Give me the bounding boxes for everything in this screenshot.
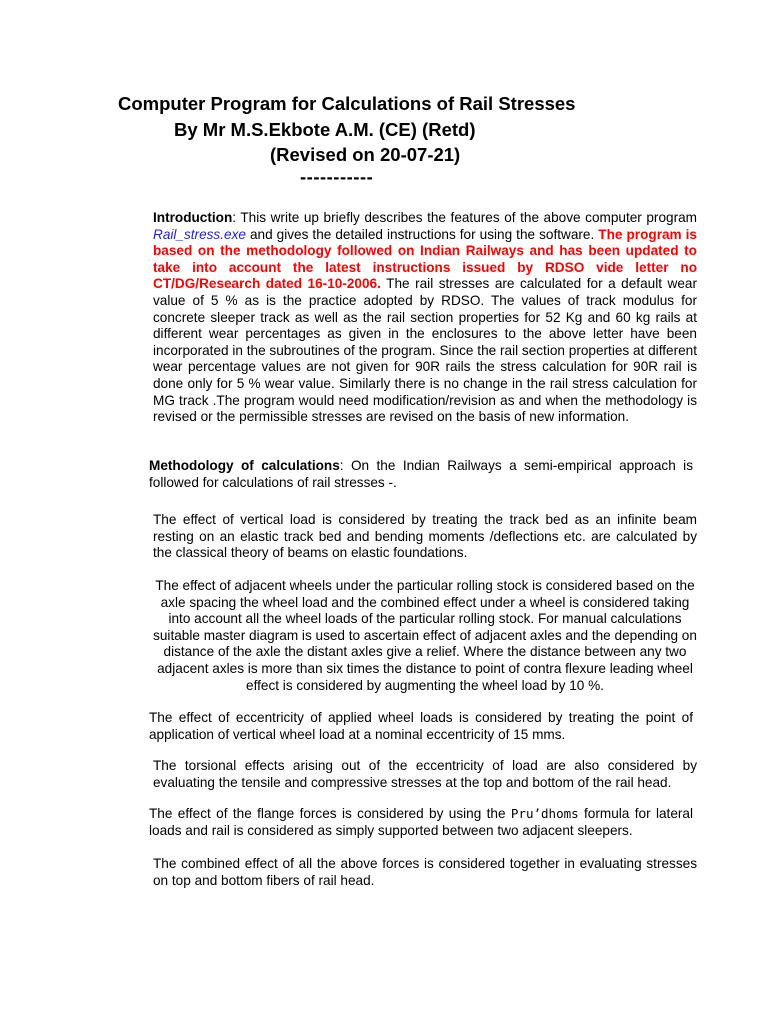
flange-forces-paragraph — [113, 806, 693, 839]
document-title: Computer Program for Calculations of Rail Stresses — [118, 93, 576, 114]
rail-stress-exe-link[interactable]: Rail_stress.exe — [153, 226, 246, 242]
flange-text-2: formula for lateral loads and rail is considered as simply supported between two adjacent sleepers. — [149, 806, 693, 838]
author-line: By Mr M.S.Ekbote A.M. (CE) (Retd) — [174, 119, 476, 140]
revision-date: (Revised on 20-07-21) — [270, 144, 461, 165]
introduction-paragraph — [113, 210, 697, 426]
methodology-text: : On the Indian Railways a semi-empirical approach is followed for calculations of rail stresses -. — [149, 458, 693, 490]
prudhoms-name: Pru’dhoms — [510, 806, 579, 821]
adjacent-wheels-paragraph: The effect of adjacent wheels under the particular rolling stock is considered based on the axle spacing the wheel load and the combined effect under a wheel is considered taking into account all the wheel loads of the particular rolling stock. For manual calculations suitable master diagram is used to ascertain effect of adjacent axles and the depending on distance of the axle the distant axles give a relief. Where the distance between any two adjacent axles is more than six times the distance to point of contra flexure leading wheel effect is considered by augmenting the wheel load by 10 %. — [153, 578, 697, 693]
methodology-label: Methodology of calculations — [149, 458, 340, 473]
title-divider: ----------- — [300, 166, 374, 187]
eccentricity-paragraph: The effect of eccentricity of applied wheel loads is considered by treating the point of application of vertical wheel load at a nominal eccentricity of 15 mms. — [149, 710, 693, 742]
intro-text-1: : This write up briefly describes the features of the above computer program — [232, 210, 697, 225]
introduction-label: Introduction — [153, 210, 233, 225]
intro-text-2: and gives the detailed instructions for using the software. — [245, 226, 599, 242]
vertical-load-paragraph: The effect of vertical load is considered by treating the track bed as an infinite beam resting on an elastic track bed and bending moments /deflections etc. are calculated by the classical theory of beams on elastic foundations. — [153, 512, 697, 561]
combined-effect-paragraph: The combined effect of all the above forces is considered together in evaluating stresses on top and bottom fibers of rail head. — [153, 856, 697, 888]
methodology-paragraph — [113, 458, 693, 491]
intro-text-3: The rail stresses are calculated for a default wear value of 5 % as is the practice adopted by RDSO. The values of track modulus for concrete sleeper track as well as the rail section properties for 52 Kg and 60 kg rails at different wear percentages as given in the enclosures to the above letter have been incorporated in the subroutines of the program. Since the rail section properties at different wear percentage values are not given for 90R rails the stress calculation for 90R rail is done only for 5 % wear value. Similarly there is no change in the rail stress calculation for MG track .The program would need modification/revision as and when the methodology is revised or the permissible stresses are revised on the basis of new information. — [153, 276, 697, 425]
rdso-highlight: The program is based on the methodology followed on Indian Railways and has been updated to take into account the latest instructions issued by RDSO vide letter no CT/DG/Research dated 16-10-2006. — [153, 226, 697, 292]
flange-text-1: The effect of the flange forces is considered by using the — [149, 806, 511, 821]
torsional-paragraph: The torsional effects arising out of the eccentricity of load are also considered by evaluating the tensile and compressive stresses at the top and bottom of the rail head. — [153, 758, 697, 790]
